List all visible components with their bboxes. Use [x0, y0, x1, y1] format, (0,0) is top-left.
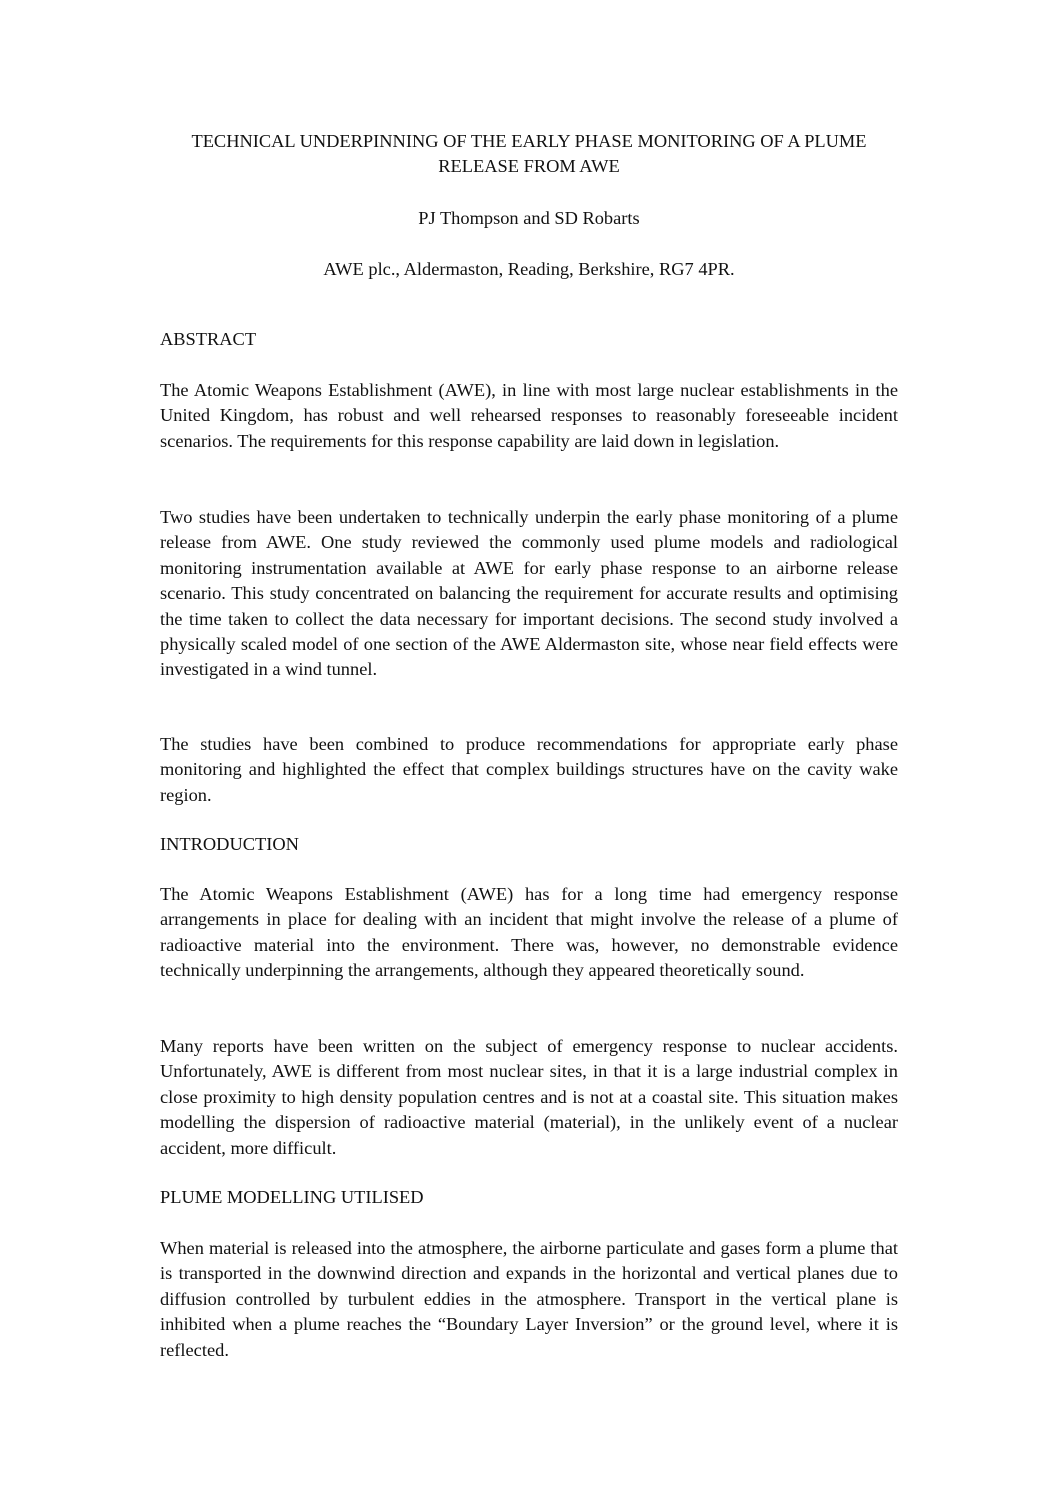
introduction-paragraph: Many reports have been written on the subject of emergency response to nuclear accidents. Unfortunately, AWE is different from most nuclear sites, in that it is a large industrial complex in close proximity to high density population centres and is not at a coastal site. This situation makes modelling the dispersion of radioactive material (material), in the unlikely event of a nuclear accident, more difficult. — [160, 1036, 898, 1158]
section-heading-abstract: ABSTRACT — [160, 329, 257, 349]
paper-affiliation: AWE plc., Aldermaston, Reading, Berkshire, RG7 4PR. — [323, 259, 735, 279]
paper-title: TECHNICAL UNDERPINNING OF THE EARLY PHASE MONITORING OF A PLUME RELEASE FROM AWE — [191, 131, 867, 176]
plume-modelling-paragraph: When material is released into the atmosphere, the airborne particulate and gases form a plume that is transported in the downwind direction and expands in the horizontal and vertical planes due to diffusion controlled by turbulent eddies in the atmosphere. Transport in the vertical plane is inhibited when a plume reaches the “Boundary Layer Inversion” or the ground level, where it is reflected. — [160, 1238, 898, 1360]
abstract-paragraph: The Atomic Weapons Establishment (AWE), in line with most large nuclear establishments in the United Kingdom, has robust and well rehearsed responses to reasonably foreseeable incident scenarios. The requirements for this response capability are laid down in legislation. — [160, 380, 898, 451]
paper-authors: PJ Thompson and SD Robarts — [418, 208, 640, 228]
section-heading-introduction: INTRODUCTION — [160, 834, 299, 854]
abstract-paragraph: The studies have been combined to produce recommendations for appropriate early phase monitoring and highlighted the effect that complex buildings structures have on the cavity wake region. — [160, 734, 898, 805]
section-heading-plume-modelling: PLUME MODELLING UTILISED — [160, 1187, 424, 1207]
introduction-paragraph: The Atomic Weapons Establishment (AWE) has for a long time had emergency response arrangements in place for dealing with an incident that might involve the release of a plume of radioactive material into the environment. There was, however, no demonstrable evidence technically underpinning the arrangements, although they appeared theoretically sound. — [160, 884, 898, 981]
abstract-paragraph: Two studies have been undertaken to technically underpin the early phase monitoring of a plume release from AWE. One study reviewed the commonly used plume models and radiological monitoring instrumentation available at AWE for early phase response to an airborne release scenario. This study concentrated on balancing the requirement for accurate results and optimising the time taken to collect the data necessary for important decisions. The second study involved a physically scaled model of one section of the AWE Aldermaston site, whose near field effects were investigated in a wind tunnel. — [160, 507, 898, 680]
